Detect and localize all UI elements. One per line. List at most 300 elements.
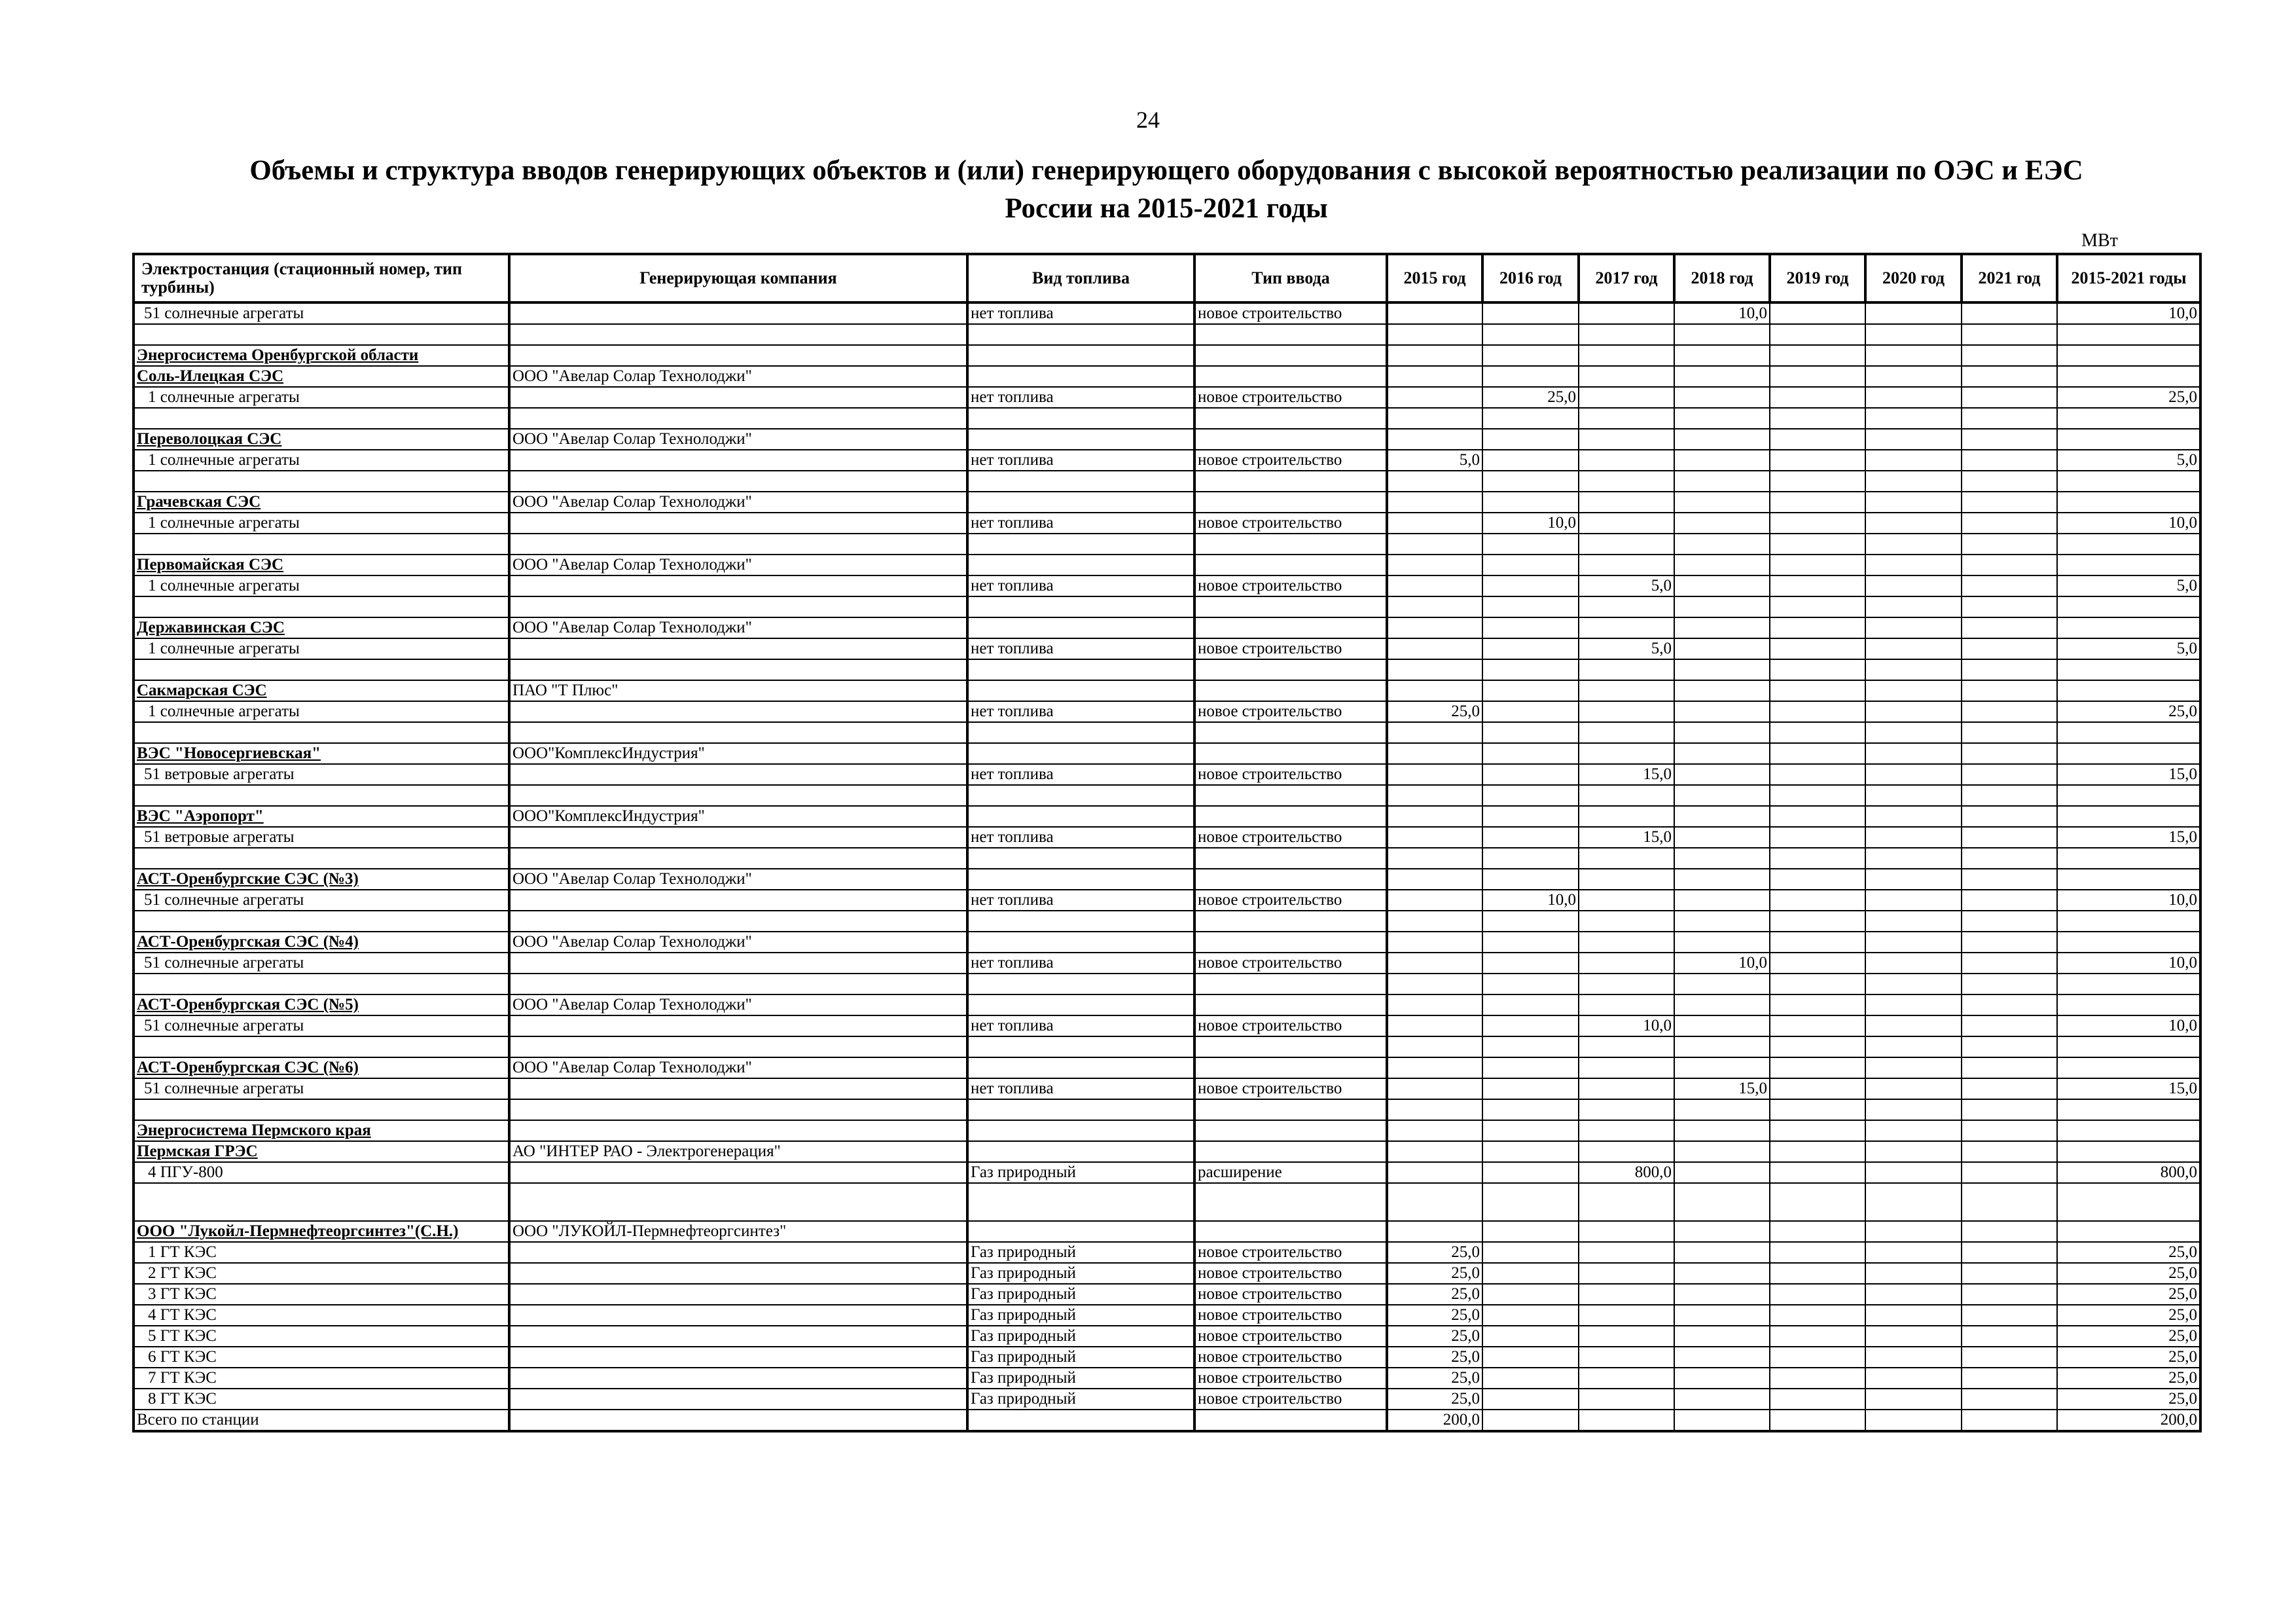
value-cell-2018 [1674, 1036, 1770, 1057]
table-row [134, 638, 2200, 659]
company-cell [509, 534, 967, 555]
header-total: 2015-2021 годы [2057, 254, 2200, 302]
value-cell-2020 [1865, 387, 1962, 408]
value-cell-2018 [1674, 722, 1770, 743]
table-row [134, 1242, 2200, 1263]
value-cell-2019 [1770, 429, 1865, 450]
fuel-cell [967, 785, 1194, 806]
value-cell-2021 [1962, 1263, 2057, 1284]
value-cell-2016 [1482, 743, 1579, 764]
value-cell-2015 [1387, 324, 1482, 345]
value-cell-2015 [1387, 408, 1482, 429]
fuel-cell [967, 492, 1194, 513]
station-cell [134, 722, 509, 743]
value-cell-2015 [1387, 429, 1482, 450]
value-cell-2021 [1962, 1242, 2057, 1263]
value-cell-2020 [1865, 680, 1962, 701]
station-row [134, 366, 2200, 387]
fuel-cell [967, 471, 1194, 492]
value-cell-2016 [1482, 1410, 1579, 1431]
fuel-cell [967, 743, 1194, 764]
value-cell-2021 [1962, 680, 2057, 701]
value-cell-2016 [1482, 1141, 1579, 1162]
value-cell-total: 25,0 [2057, 701, 2200, 722]
value-cell-2021 [1962, 890, 2057, 911]
value-cell-2019 [1770, 890, 1865, 911]
value-cell-2019 [1770, 345, 1865, 366]
value-cell-2021 [1962, 471, 2057, 492]
input-type-cell: новое строительство [1194, 302, 1387, 324]
company-cell [509, 324, 967, 345]
station-cell: Всего по станции [134, 1410, 509, 1431]
value-cell-2021 [1962, 785, 2057, 806]
value-cell-total: 5,0 [2057, 450, 2200, 471]
company-cell [509, 1305, 967, 1326]
input-type-cell [1194, 555, 1387, 575]
value-cell-2021 [1962, 869, 2057, 890]
title-line-1: Объемы и структура вводов генерирующих объектов и (или) генерирующего оборудования с высокой вероятностью реализации по ОЭС и ЕЭС [249, 155, 2083, 186]
value-cell-2020 [1865, 596, 1962, 617]
value-cell-2021 [1962, 911, 2057, 932]
value-cell-2018 [1674, 890, 1770, 911]
value-cell-2021 [1962, 1221, 2057, 1242]
value-cell-2018 [1674, 1183, 1770, 1221]
value-cell-2020 [1865, 932, 1962, 953]
value-cell-total [2057, 848, 2200, 869]
value-cell-2016 [1482, 1242, 1579, 1263]
table-row [134, 575, 2200, 596]
value-cell-2021 [1962, 366, 2057, 387]
value-cell-total [2057, 492, 2200, 513]
value-cell-2021 [1962, 555, 2057, 575]
value-cell-2019 [1770, 953, 1865, 974]
input-type-cell [1194, 617, 1387, 638]
company-cell [509, 575, 967, 596]
value-cell-total [2057, 974, 2200, 994]
value-cell-total: 25,0 [2057, 1242, 2200, 1263]
value-cell-2019 [1770, 1183, 1865, 1221]
value-cell-2021 [1962, 429, 2057, 450]
value-cell-2017 [1579, 1305, 1674, 1326]
value-cell-2021 [1962, 932, 2057, 953]
value-cell-2019 [1770, 450, 1865, 471]
input-type-cell: новое строительство [1194, 575, 1387, 596]
value-cell-2017 [1579, 911, 1674, 932]
input-type-cell [1194, 680, 1387, 701]
station-cell [134, 848, 509, 869]
value-cell-2019 [1770, 387, 1865, 408]
value-cell-2018 [1674, 659, 1770, 680]
input-type-cell [1194, 785, 1387, 806]
value-cell-2018: 15,0 [1674, 1078, 1770, 1099]
station-cell [134, 596, 509, 617]
value-cell-2017 [1579, 743, 1674, 764]
table-row [134, 1368, 2200, 1389]
value-cell-2015 [1387, 596, 1482, 617]
table-row [134, 1078, 2200, 1099]
value-cell-2021 [1962, 953, 2057, 974]
company-cell [509, 1078, 967, 1099]
value-cell-2017: 5,0 [1579, 638, 1674, 659]
value-cell-2016 [1482, 596, 1579, 617]
value-cell-2017: 5,0 [1579, 575, 1674, 596]
station-row [134, 1057, 2200, 1078]
company-cell [509, 1263, 967, 1284]
value-cell-2020 [1865, 1305, 1962, 1326]
value-cell-2019 [1770, 848, 1865, 869]
company-cell: ООО "Авелар Солар Технолоджи" [509, 1057, 967, 1078]
value-cell-2018 [1674, 1162, 1770, 1183]
value-cell-2021 [1962, 1284, 2057, 1305]
value-cell-2020 [1865, 575, 1962, 596]
value-cell-2017 [1579, 994, 1674, 1015]
value-cell-2015 [1387, 764, 1482, 785]
station-cell: Грачевская СЭС [134, 492, 509, 513]
station-cell: 1 солнечные агрегаты [134, 387, 509, 408]
value-cell-2019 [1770, 492, 1865, 513]
company-cell [509, 764, 967, 785]
fuel-cell [967, 1120, 1194, 1141]
value-cell-total [2057, 471, 2200, 492]
value-cell-2015 [1387, 1099, 1482, 1120]
value-cell-2016 [1482, 1347, 1579, 1368]
value-cell-2019 [1770, 785, 1865, 806]
value-cell-2019 [1770, 638, 1865, 659]
value-cell-2015 [1387, 638, 1482, 659]
fuel-cell [967, 596, 1194, 617]
input-type-cell [1194, 534, 1387, 555]
fuel-cell [967, 659, 1194, 680]
value-cell-2016: 25,0 [1482, 387, 1579, 408]
value-cell-2021 [1962, 534, 2057, 555]
value-cell-2020 [1865, 701, 1962, 722]
company-cell [509, 638, 967, 659]
value-cell-2016 [1482, 701, 1579, 722]
value-cell-2021 [1962, 596, 2057, 617]
value-cell-2017 [1579, 722, 1674, 743]
energy-system-row [134, 345, 2200, 366]
company-cell [509, 471, 967, 492]
value-cell-2015 [1387, 492, 1482, 513]
station-cell [134, 659, 509, 680]
value-cell-2020 [1865, 911, 1962, 932]
value-cell-2021 [1962, 1057, 2057, 1078]
value-cell-2015 [1387, 302, 1482, 324]
table-row [134, 1263, 2200, 1284]
fuel-cell [967, 911, 1194, 932]
company-cell [509, 1242, 967, 1263]
value-cell-2018 [1674, 743, 1770, 764]
fuel-cell [967, 617, 1194, 638]
input-type-cell [1194, 911, 1387, 932]
value-cell-2015 [1387, 890, 1482, 911]
value-cell-total [2057, 911, 2200, 932]
value-cell-2019 [1770, 1162, 1865, 1183]
value-cell-2018 [1674, 764, 1770, 785]
station-cell: 51 ветровые агрегаты [134, 827, 509, 848]
value-cell-2019 [1770, 743, 1865, 764]
value-cell-2017 [1579, 1410, 1674, 1431]
value-cell-2015 [1387, 1221, 1482, 1242]
value-cell-2017 [1579, 471, 1674, 492]
input-type-cell [1194, 366, 1387, 387]
value-cell-2016 [1482, 722, 1579, 743]
value-cell-2016 [1482, 1120, 1579, 1141]
value-cell-2017 [1579, 680, 1674, 701]
value-cell-2020 [1865, 638, 1962, 659]
fuel-cell [967, 994, 1194, 1015]
company-cell: ООО "Авелар Солар Технолоджи" [509, 932, 967, 953]
value-cell-2015: 5,0 [1387, 450, 1482, 471]
value-cell-2016 [1482, 974, 1579, 994]
value-cell-total [2057, 324, 2200, 345]
value-cell-total: 15,0 [2057, 1078, 2200, 1099]
value-cell-2017 [1579, 513, 1674, 534]
value-cell-2016 [1482, 1162, 1579, 1183]
station-row [134, 994, 2200, 1015]
value-cell-2021 [1962, 302, 2057, 324]
fuel-cell [967, 722, 1194, 743]
input-type-cell [1194, 471, 1387, 492]
station-cell: 5 ГТ КЭС [134, 1326, 509, 1347]
value-cell-2020 [1865, 617, 1962, 638]
company-cell: ООО "Авелар Солар Технолоджи" [509, 555, 967, 575]
input-type-cell: новое строительство [1194, 1368, 1387, 1389]
fuel-cell: нет топлива [967, 701, 1194, 722]
blank-row [134, 1183, 2200, 1221]
value-cell-2015 [1387, 1057, 1482, 1078]
value-cell-2019 [1770, 1221, 1865, 1242]
fuel-cell: Газ природный [967, 1263, 1194, 1284]
value-cell-2016 [1482, 659, 1579, 680]
value-cell-2016 [1482, 324, 1579, 345]
fuel-cell: нет топлива [967, 764, 1194, 785]
header-2019: 2019 год [1770, 254, 1865, 302]
value-cell-2016 [1482, 534, 1579, 555]
value-cell-2018 [1674, 994, 1770, 1015]
value-cell-2020 [1865, 1141, 1962, 1162]
value-cell-2019 [1770, 471, 1865, 492]
company-cell [509, 345, 967, 366]
fuel-cell [967, 680, 1194, 701]
value-cell-2020 [1865, 1183, 1962, 1221]
table-row [134, 701, 2200, 722]
value-cell-2018: 10,0 [1674, 953, 1770, 974]
header-company: Генерирующая компания [509, 254, 967, 302]
station-total-row [134, 1410, 2200, 1431]
input-type-cell: новое строительство [1194, 953, 1387, 974]
station-row [134, 492, 2200, 513]
station-row [134, 1141, 2200, 1162]
value-cell-2017 [1579, 345, 1674, 366]
value-cell-2015 [1387, 1015, 1482, 1036]
input-type-cell: новое строительство [1194, 450, 1387, 471]
station-cell: 1 ГТ КЭС [134, 1242, 509, 1263]
value-cell-2018 [1674, 429, 1770, 450]
value-cell-2015 [1387, 743, 1482, 764]
value-cell-2020 [1865, 324, 1962, 345]
value-cell-total [2057, 743, 2200, 764]
fuel-cell [967, 429, 1194, 450]
value-cell-2017 [1579, 1347, 1674, 1368]
value-cell-2017 [1579, 1284, 1674, 1305]
value-cell-2015 [1387, 848, 1482, 869]
fuel-cell: Газ природный [967, 1347, 1194, 1368]
value-cell-2021 [1962, 638, 2057, 659]
blank-row [134, 596, 2200, 617]
value-cell-2015: 25,0 [1387, 1242, 1482, 1263]
value-cell-2015 [1387, 659, 1482, 680]
station-cell: 51 солнечные агрегаты [134, 890, 509, 911]
value-cell-2017: 15,0 [1579, 764, 1674, 785]
value-cell-2018 [1674, 806, 1770, 827]
value-cell-2018 [1674, 848, 1770, 869]
value-cell-2015 [1387, 1183, 1482, 1221]
company-cell [509, 785, 967, 806]
title-line-2: России на 2015-2021 годы [1005, 193, 1328, 224]
value-cell-2018 [1674, 1120, 1770, 1141]
input-type-cell: новое строительство [1194, 1078, 1387, 1099]
value-cell-2021 [1962, 1036, 2057, 1057]
value-cell-2015 [1387, 1120, 1482, 1141]
header-2015: 2015 год [1387, 254, 1482, 302]
blank-row [134, 408, 2200, 429]
value-cell-total [2057, 1036, 2200, 1057]
value-cell-2016 [1482, 764, 1579, 785]
value-cell-2016 [1482, 1036, 1579, 1057]
value-cell-2020 [1865, 764, 1962, 785]
input-type-cell [1194, 869, 1387, 890]
fuel-cell: Газ природный [967, 1242, 1194, 1263]
blank-row [134, 974, 2200, 994]
value-cell-2016 [1482, 911, 1579, 932]
value-cell-2018 [1674, 324, 1770, 345]
blank-row [134, 1099, 2200, 1120]
blank-row [134, 324, 2200, 345]
value-cell-2020 [1865, 1099, 1962, 1120]
value-cell-total [2057, 994, 2200, 1015]
value-cell-2015: 200,0 [1387, 1410, 1482, 1431]
company-cell [509, 827, 967, 848]
value-cell-2020 [1865, 953, 1962, 974]
value-cell-2019 [1770, 1284, 1865, 1305]
value-cell-2016 [1482, 450, 1579, 471]
value-cell-2018 [1674, 596, 1770, 617]
value-cell-total [2057, 869, 2200, 890]
value-cell-total: 15,0 [2057, 827, 2200, 848]
value-cell-total: 25,0 [2057, 1389, 2200, 1410]
station-row [134, 429, 2200, 450]
value-cell-2015 [1387, 953, 1482, 974]
value-cell-2020 [1865, 974, 1962, 994]
value-cell-total [2057, 617, 2200, 638]
company-cell: ООО "Авелар Солар Технолоджи" [509, 492, 967, 513]
value-cell-2016: 10,0 [1482, 890, 1579, 911]
table-row [134, 1389, 2200, 1410]
value-cell-2015 [1387, 555, 1482, 575]
value-cell-2017 [1579, 408, 1674, 429]
company-cell [509, 1284, 967, 1305]
value-cell-2017: 10,0 [1579, 1015, 1674, 1036]
value-cell-2018 [1674, 408, 1770, 429]
value-cell-2021 [1962, 722, 2057, 743]
fuel-cell [967, 366, 1194, 387]
station-cell: АСТ-Оренбургские СЭС (№3) [134, 869, 509, 890]
value-cell-2020 [1865, 994, 1962, 1015]
value-cell-2016 [1482, 408, 1579, 429]
blank-row [134, 785, 2200, 806]
value-cell-total [2057, 534, 2200, 555]
value-cell-2018 [1674, 1347, 1770, 1368]
value-cell-2019 [1770, 869, 1865, 890]
fuel-cell [967, 1183, 1194, 1221]
fuel-cell: Газ природный [967, 1389, 1194, 1410]
fuel-cell [967, 848, 1194, 869]
table-row [134, 1347, 2200, 1368]
energy-system-row [134, 1120, 2200, 1141]
company-cell [509, 1162, 967, 1183]
fuel-cell: нет топлива [967, 302, 1194, 324]
value-cell-2019 [1770, 1036, 1865, 1057]
value-cell-2020 [1865, 1263, 1962, 1284]
value-cell-2017 [1579, 659, 1674, 680]
value-cell-2021 [1962, 1162, 2057, 1183]
value-cell-2018 [1674, 513, 1770, 534]
input-type-cell: новое строительство [1194, 1347, 1387, 1368]
header-fuel: Вид топлива [967, 254, 1194, 302]
value-cell-total [2057, 555, 2200, 575]
fuel-cell: нет топлива [967, 575, 1194, 596]
value-cell-2016 [1482, 638, 1579, 659]
value-cell-2016 [1482, 1326, 1579, 1347]
value-cell-2019 [1770, 974, 1865, 994]
value-cell-2017 [1579, 848, 1674, 869]
value-cell-2015: 25,0 [1387, 1305, 1482, 1326]
company-cell [509, 911, 967, 932]
station-row [134, 869, 2200, 890]
value-cell-total [2057, 722, 2200, 743]
input-type-cell [1194, 408, 1387, 429]
value-cell-2017 [1579, 1326, 1674, 1347]
value-cell-2018 [1674, 471, 1770, 492]
fuel-cell: Газ природный [967, 1305, 1194, 1326]
value-cell-2019 [1770, 994, 1865, 1015]
value-cell-total [2057, 932, 2200, 953]
value-cell-2020 [1865, 743, 1962, 764]
value-cell-2020 [1865, 785, 1962, 806]
value-cell-2018 [1674, 1305, 1770, 1326]
value-cell-2018 [1674, 1410, 1770, 1431]
station-cell: Первомайская СЭС [134, 555, 509, 575]
fuel-cell [967, 1141, 1194, 1162]
value-cell-2017 [1579, 974, 1674, 994]
input-type-cell: новое строительство [1194, 764, 1387, 785]
value-cell-2016 [1482, 1099, 1579, 1120]
company-cell [509, 1410, 967, 1431]
input-type-cell: новое строительство [1194, 1284, 1387, 1305]
value-cell-2020 [1865, 1242, 1962, 1263]
value-cell-2018 [1674, 932, 1770, 953]
value-cell-2021 [1962, 575, 2057, 596]
value-cell-2015 [1387, 869, 1482, 890]
blank-row [134, 534, 2200, 555]
value-cell-2020 [1865, 492, 1962, 513]
value-cell-2018 [1674, 1221, 1770, 1242]
value-cell-2017 [1579, 324, 1674, 345]
fuel-cell: нет топлива [967, 890, 1194, 911]
station-cell [134, 534, 509, 555]
value-cell-2018 [1674, 1015, 1770, 1036]
